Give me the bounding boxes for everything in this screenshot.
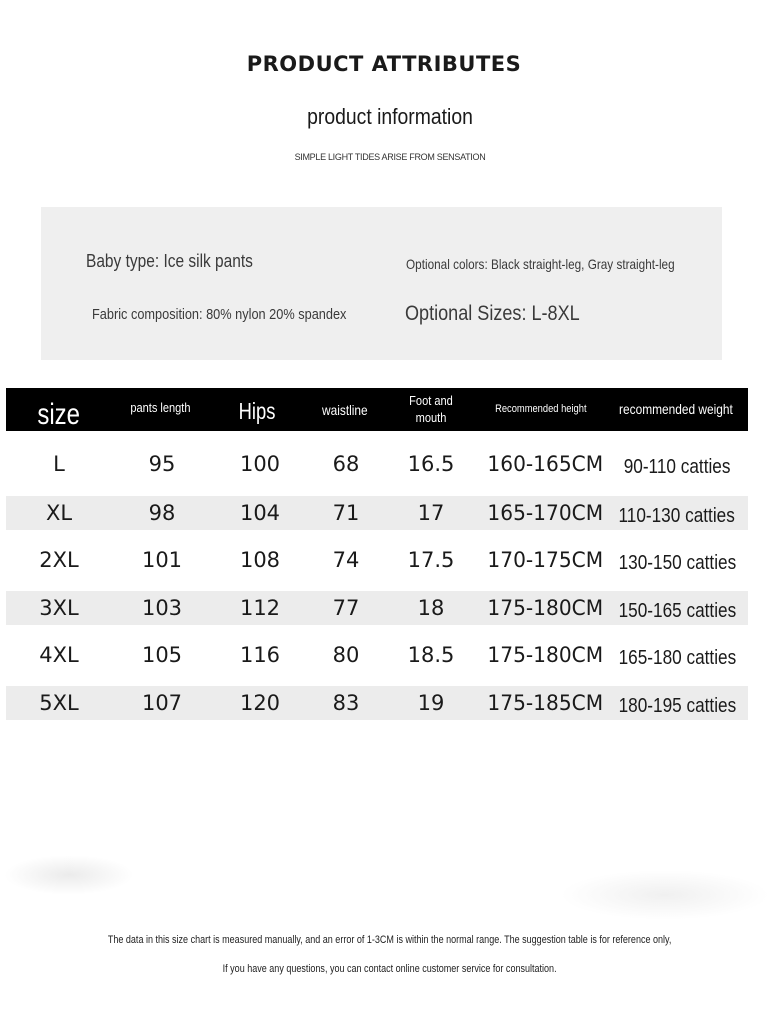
cell-hips: 100 — [239, 452, 281, 476]
table-row — [6, 447, 748, 481]
cell-waistline: 77 — [332, 596, 360, 620]
cell-recommended-weight: 90-110 catties — [623, 455, 731, 478]
cell-foot-and-mouth: 18 — [417, 596, 445, 620]
baby-type-text: Baby type: Ice silk pants — [86, 251, 253, 271]
decorative-blur — [560, 870, 768, 920]
cell-pants-length: 105 — [141, 643, 183, 667]
header-hips: Hips — [238, 398, 276, 425]
cell-foot-and-mouth: 19 — [417, 691, 445, 715]
cell-pants-length: 103 — [141, 596, 183, 620]
cell-waistline: 74 — [332, 548, 360, 572]
cell-recommended-weight: 110-130 catties — [618, 504, 736, 527]
cell-size: 3XL — [39, 596, 79, 620]
cell-hips: 112 — [239, 596, 281, 620]
cell-pants-length: 98 — [148, 501, 176, 525]
page-title: PRODUCT ATTRIBUTES — [246, 52, 522, 76]
cell-recommended-weight: 165-180 catties — [618, 646, 736, 669]
decorative-blur — [4, 855, 134, 895]
tagline: SIMPLE LIGHT TIDES ARISE FROM SENSATION — [294, 152, 486, 162]
header-size: size — [37, 397, 81, 431]
cell-recommended-height: 170-175CM — [487, 548, 603, 572]
cell-recommended-weight: 180-195 catties — [618, 694, 736, 717]
page-subtitle: product information — [307, 104, 473, 129]
header-foot-and-mouth: Foot and mouth — [409, 393, 453, 425]
table-row — [6, 496, 748, 530]
cell-waistline: 71 — [332, 501, 360, 525]
cell-pants-length: 101 — [141, 548, 183, 572]
cell-recommended-weight: 150-165 catties — [618, 599, 736, 622]
table-row — [6, 638, 748, 672]
cell-recommended-height: 175-185CM — [487, 691, 603, 715]
cell-foot-and-mouth: 16.5 — [407, 452, 455, 476]
cell-foot-and-mouth: 17.5 — [407, 548, 455, 572]
cell-recommended-weight: 130-150 catties — [618, 551, 736, 574]
cell-hips: 116 — [239, 643, 281, 667]
header-recommended-height: Recommended height — [495, 402, 587, 415]
cell-size: XL — [45, 501, 73, 525]
header-recommended-weight: recommended weight — [619, 400, 733, 417]
cell-hips: 104 — [239, 501, 281, 525]
table-row — [6, 543, 748, 577]
cell-waistline: 80 — [332, 643, 360, 667]
cell-recommended-height: 175-180CM — [487, 643, 603, 667]
size-table-header — [6, 388, 748, 431]
cell-recommended-height: 160-165CM — [487, 452, 603, 476]
cell-foot-and-mouth: 17 — [417, 501, 445, 525]
footnote-measurement: The data in this size chart is measured manually, and an error of 1-3CM is within the normal range. The suggestion table is for reference only, — [108, 934, 672, 946]
cell-size: L — [53, 452, 65, 476]
optional-colors-text: Optional colors: Black straight-leg, Gray straight-leg — [406, 256, 675, 272]
header-waistline: waistline — [322, 402, 368, 419]
header-pants-length: pants length — [129, 400, 191, 416]
optional-sizes-text: Optional Sizes: L-8XL — [405, 302, 580, 325]
cell-waistline: 83 — [332, 691, 360, 715]
cell-pants-length: 107 — [141, 691, 183, 715]
table-row — [6, 686, 748, 720]
cell-foot-and-mouth: 18.5 — [407, 643, 455, 667]
table-row — [6, 591, 748, 625]
cell-size: 2XL — [39, 548, 79, 572]
cell-recommended-height: 165-170CM — [487, 501, 603, 525]
fabric-composition-text: Fabric composition: 80% nylon 20% spandex — [92, 306, 347, 323]
cell-pants-length: 95 — [148, 452, 176, 476]
cell-size: 5XL — [39, 691, 79, 715]
cell-recommended-height: 175-180CM — [487, 596, 603, 620]
cell-waistline: 68 — [332, 452, 360, 476]
cell-size: 4XL — [39, 643, 79, 667]
cell-hips: 108 — [239, 548, 281, 572]
product-info-box — [41, 207, 722, 360]
footnote-contact: If you have any questions, you can contact online customer service for consultation. — [223, 963, 557, 975]
cell-hips: 120 — [239, 691, 281, 715]
